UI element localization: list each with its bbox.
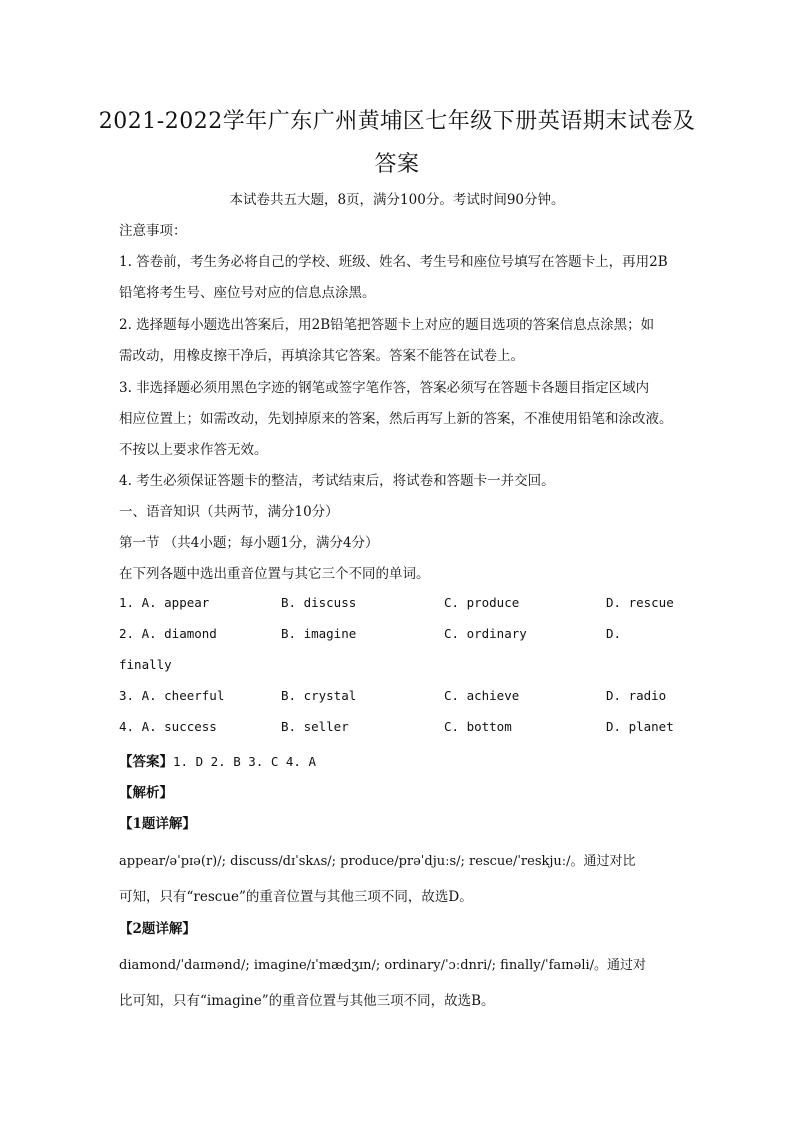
- question-2-option-d-word: finally: [119, 657, 172, 672]
- question-4-option-d: D. planet: [606, 719, 674, 734]
- question-1-option-c: C. produce: [444, 595, 520, 610]
- detail-2-conclusion: 比可知，只有“imagine”的重音位置与其他三项不同，故选B。: [119, 993, 495, 1009]
- note-line: 1. 答卷前，考生务必将自己的学校、班级、姓名、考生号和座位号填写在答题卡上，再用2B: [119, 254, 668, 270]
- question-1-option-d: D. rescue: [606, 595, 674, 610]
- answer-label: 【答案】: [119, 754, 173, 770]
- question-2-option-d: D.: [606, 626, 622, 641]
- note-line: 铅笔将考生号、座位号对应的信息点涂黑。: [119, 285, 376, 301]
- detail-1-conclusion: 可知，只有“rescue”的重音位置与其他三项不同，故选D。: [119, 889, 473, 905]
- detail-2-text: diamond/ˈdaɪmənd/; imagine/ɪˈmædʒɪn/; ordinary/ˈɔːdnri/; finally/ˈfaɪnəli/。通过对: [119, 958, 647, 973]
- exam-info: 本试卷共五大题，8页，满分100分。考试时间90分钟。: [229, 192, 565, 208]
- question-4-option-a: 4. A. success: [119, 719, 217, 734]
- question-2-option-a: 2. A. diamond: [119, 626, 217, 641]
- question-4-option-b: B. seller: [281, 719, 349, 734]
- detail-1-label: 【1题详解】: [119, 816, 196, 832]
- question-3-option-a: 3. A. cheerful: [119, 688, 225, 703]
- question-3-option-b: B. crystal: [281, 688, 357, 703]
- page-title-continued: 答案: [374, 152, 420, 177]
- notice-heading: 注意事项：: [119, 223, 187, 239]
- question-4-option-c: C. bottom: [444, 719, 512, 734]
- part-heading: 第一节 （共4小题；每小题1分，满分4分）: [119, 535, 379, 551]
- question-instruction: 在下列各题中选出重音位置与其它三个不同的单词。: [119, 566, 430, 582]
- question-1-option-a: 1. A. appear: [119, 595, 210, 610]
- note-line: 需改动，用橡皮擦干净后，再填涂其它答案。答案不能答在试卷上。: [119, 348, 524, 364]
- note-line: 相应位置上；如需改动，先划掉原来的答案，然后再写上新的答案，不准使用铅笔和涂改液。: [119, 411, 673, 427]
- page-title: 2021-2022学年广东广州黄埔区七年级下册英语期末试卷及: [98, 109, 696, 134]
- note-line: 2. 选择题每小题选出答案后，用2B铅笔把答题卡上对应的题目选项的答案信息点涂黑；如: [119, 317, 655, 333]
- question-3-option-c: C. achieve: [444, 688, 520, 703]
- question-2-option-c: C. ordinary: [444, 626, 527, 641]
- detail-2-label: 【2题详解】: [119, 921, 196, 937]
- answer-row: [119, 750, 316, 770]
- note-line: 不按以上要求作答无效。: [119, 442, 268, 458]
- answer-values: 1. D 2. B 3. C 4. A: [173, 754, 316, 769]
- question-3-option-d: D. radio: [606, 688, 667, 703]
- note-line: 4. 考生必须保证答题卡的整洁，考试结束后，将试卷和答题卡一并交回。: [119, 473, 555, 489]
- analysis-label: 【解析】: [119, 785, 173, 801]
- detail-1-text: appear/əˈpɪə(r)/; discuss/dɪˈskʌs/; produce/prəˈdjuːs/; rescue/ˈreskjuː/。通过对比: [119, 854, 636, 869]
- question-2-option-b: B. imagine: [281, 626, 357, 641]
- question-1-option-b: B. discuss: [281, 595, 357, 610]
- section-heading: 一、语音知识（共两节，满分10分）: [119, 504, 339, 520]
- note-line: 3. 非选择题必须用黑色字迹的钢笔或签字笔作答，答案必须写在答题卡各题目指定区域内: [119, 380, 650, 396]
